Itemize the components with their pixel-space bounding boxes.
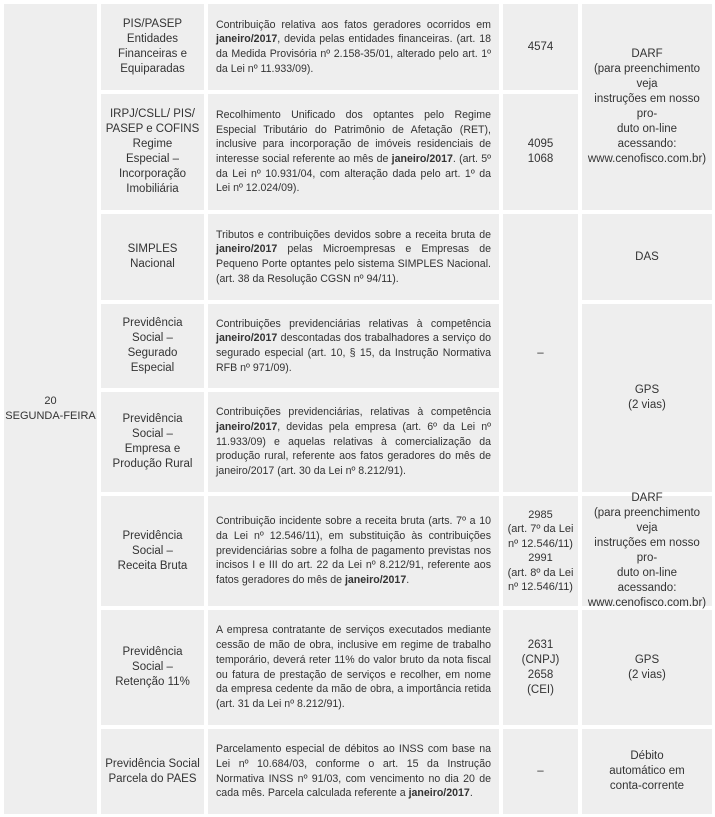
codigo-cell: 4095 1068	[503, 94, 578, 210]
tributo-cell: Previdência Social – Receita Bruta	[101, 496, 204, 606]
tributo-cell: SIMPLES Nacional	[101, 214, 204, 300]
agenda-table	[4, 4, 712, 814]
description-cell: Contribuições previdenciárias, relativas à competência janeiro/2017, devidas pela empresa (art. 6º da Lei nº 11.933/09) e aquelas relativas à comercialização da produção rural, referente aos fatos geradores do mês de janeiro/2017 (art. 30 da Lei nº 8.212/91).	[208, 392, 499, 492]
codigo-cell: –	[503, 729, 578, 814]
tributo-cell: Previdência Social – Empresa e Produção Rural	[101, 392, 204, 492]
description-cell: Recolhimento Unificado dos optantes pelo Regime Especial Tributário do Patrimônio de Afetação (RET), inclusive para incorporação de imóveis residenciais de interesse social referente ao mês de janeiro/2017. (art. 5º da Lei nº 10.931/04, com alteração dada pelo art. 1º da Lei nº 12.024/09).	[208, 94, 499, 210]
guia-cell: GPS (2 vias)	[582, 304, 712, 492]
tributo-cell: Previdência Social – Retenção 11%	[101, 610, 204, 725]
guia-cell: DARF (para preenchimento veja instruções em nosso pro- duto on-line acessando: www.cenofisco.com.br)	[582, 4, 712, 210]
guia-cell: DARF (para preenchimento veja instruções em nosso pro- duto on-line acessando: www.cenofisco.com.br)	[582, 496, 712, 606]
codigo-cell: 4574	[503, 4, 578, 90]
description-cell: Contribuição relativa aos fatos geradores ocorridos em janeiro/2017, devida pelas entidades financeiras. (art. 18 da Medida Provisória nº 2.158-35/01, alterado pelo art. 1º da Lei nº 11.933/09).	[208, 4, 499, 90]
description-cell: Parcelamento especial de débitos ao INSS com base na Lei nº 10.684/03, conforme o art. 15 da Instrução Normativa INSS nº 91/03, com vencimento no dia 20 de cada mês. Parcela calculada referente a janeiro/2017.	[208, 729, 499, 814]
description-cell: Contribuição incidente sobre a receita bruta (arts. 7º a 10 da Lei nº 12.546/11), em substituição às contribuições previdenciárias sobre a folha de pagamento previstas nos incisos I e III do art. 22 da Lei nº 8.212/91, referente aos fatos geradores do mês de janeiro/2017.	[208, 496, 499, 606]
codigo-cell: 2985 (art. 7º da Lei nº 12.546/11) 2991 (art. 8º da Lei nº 12.546/11)	[503, 496, 578, 606]
guia-cell: Débito automático em conta-corrente	[582, 729, 712, 814]
guia-cell: DAS	[582, 214, 712, 300]
tributo-cell: Previdência Social Parcela do PAES	[101, 729, 204, 814]
tributo-cell: Previdência Social – Segurado Especial	[101, 304, 204, 388]
day-cell	[4, 4, 97, 814]
tributo-cell: IRPJ/CSLL/ PIS/ PASEP e COFINS Regime Especial – Incorporação Imobiliária	[101, 94, 204, 210]
guia-cell: GPS (2 vias)	[582, 610, 712, 725]
description-cell: Contribuições previdenciárias relativas à competência janeiro/2017 descontadas dos trabalhadores a serviço do segurado especial (art. 10, § 15, da Instrução Normativa RFB nº 971/09).	[208, 304, 499, 388]
codigo-cell: 2631 (CNPJ) 2658 (CEI)	[503, 610, 578, 725]
day-weekday: SEGUNDA-FEIRA	[5, 410, 96, 422]
description-cell: Tributos e contribuições devidos sobre a receita bruta de janeiro/2017 pelas Microempresas e Empresas de Pequeno Porte optantes pelo sistema SIMPLES Nacional. (art. 38 da Resolução CGSN nº 94/11).	[208, 214, 499, 300]
tributo-cell: PIS/PASEP Entidades Financeiras e Equiparadas	[101, 4, 204, 90]
description-cell: A empresa contratante de serviços executados mediante cessão de mão de obra, inclusive em regime de trabalho temporário, deverá reter 11% do valor bruto da nota fiscal ou fatura de prestação de serviços e recolher, em nome da empresa cedente da mão de obra, a importância retida (art. 31 da Lei nº 8.212/91).	[208, 610, 499, 725]
codigo-cell: –	[503, 214, 578, 492]
day-number: 20	[44, 395, 57, 407]
